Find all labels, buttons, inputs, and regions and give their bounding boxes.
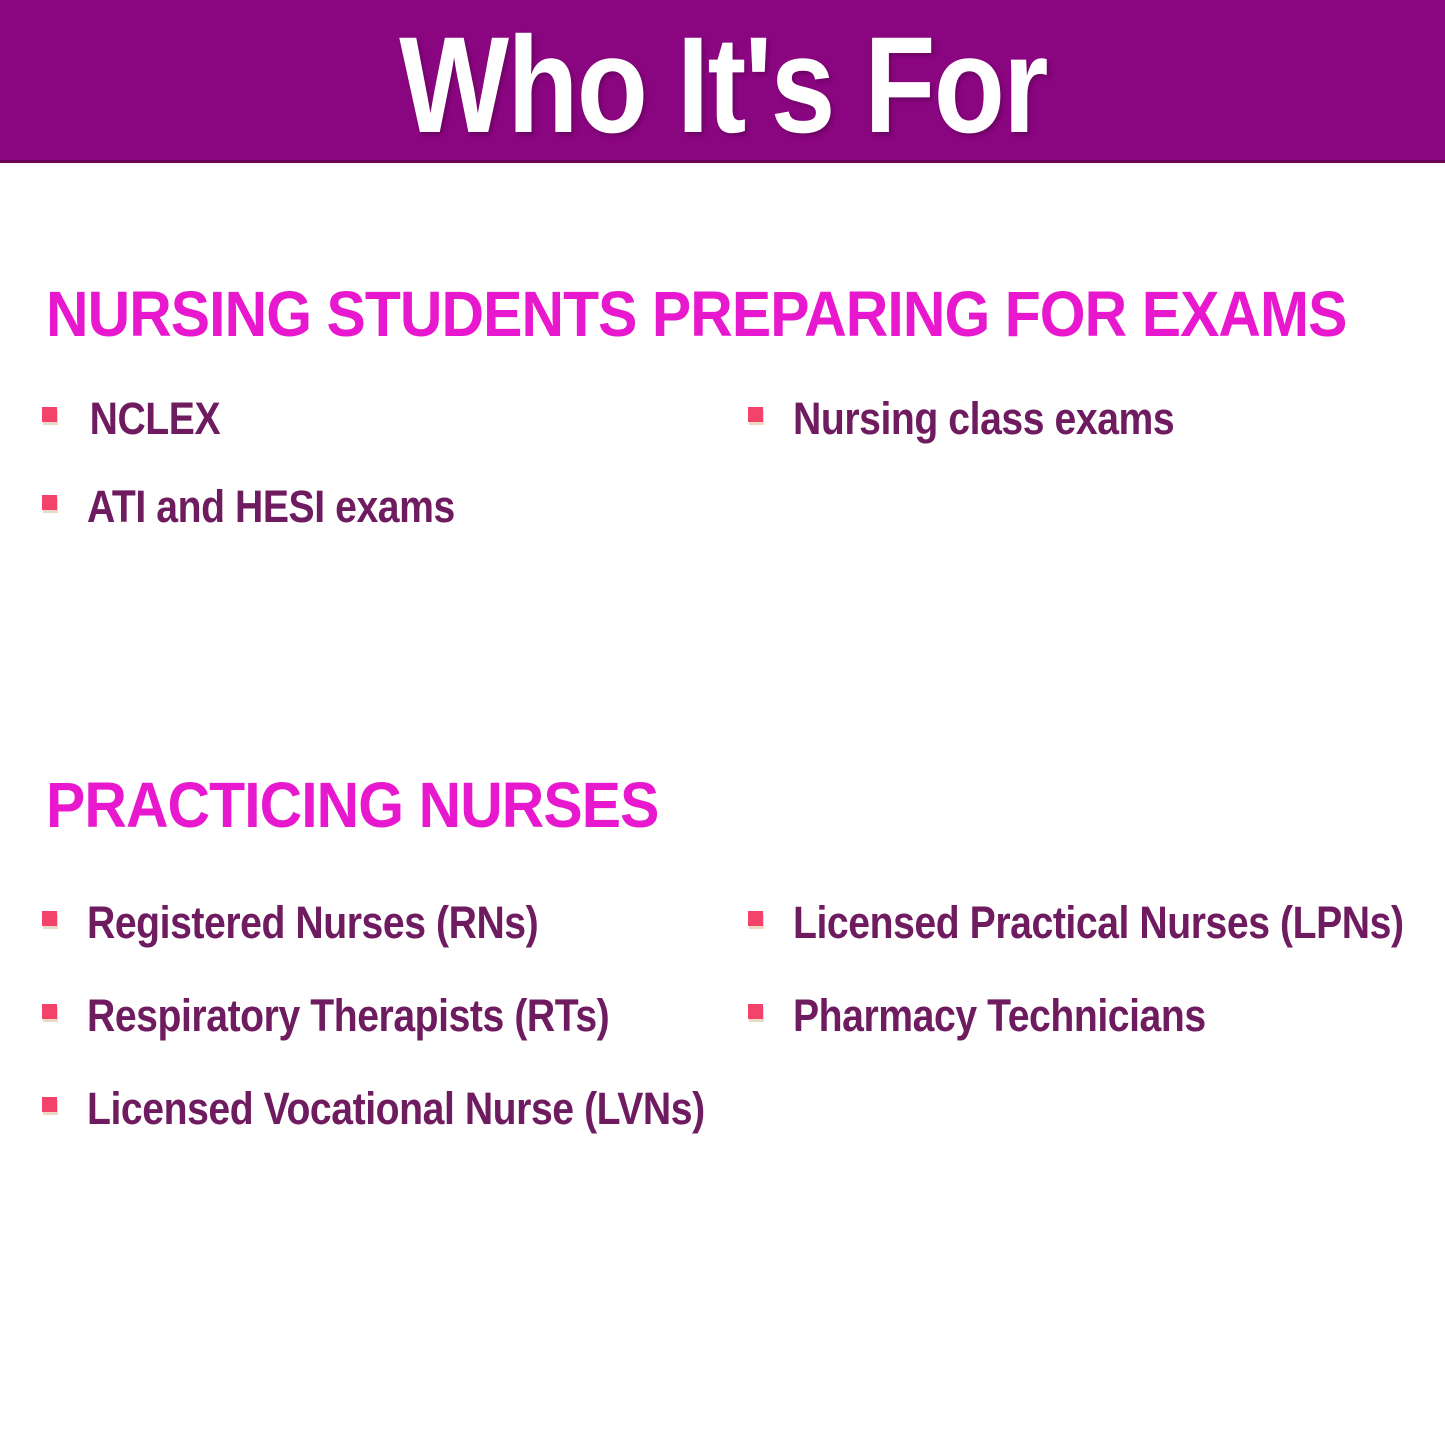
- list-item-label: Pharmacy Technicians: [793, 990, 1206, 1041]
- list-item-label: Nursing class exams: [793, 393, 1175, 444]
- list-item-licensed-practical-nurses: [748, 899, 1408, 947]
- page-title: Who It's For: [398, 8, 1047, 162]
- bullet-square-icon: [42, 911, 57, 926]
- list-item-pharmacy-technicians: [748, 992, 1408, 1040]
- bullet-square-icon: [748, 911, 763, 926]
- bullet-square-icon: [42, 1097, 57, 1112]
- section-heading-nursing-students: NURSING STUDENTS PREPARING FOR EXAMS: [46, 278, 1347, 350]
- practicing-nurses-list-right: [748, 899, 1408, 1085]
- list-item-respiratory-therapists: [42, 992, 702, 1040]
- nursing-students-list-right: [748, 395, 1408, 483]
- header-banner: [0, 0, 1445, 163]
- bullet-square-icon: [748, 407, 763, 422]
- list-item-label: NCLEX: [89, 393, 221, 444]
- list-item-label: Licensed Vocational Nurse (LVNs): [87, 1083, 705, 1134]
- list-item-registered-nurses: [42, 899, 702, 947]
- list-item-licensed-vocational-nurse: [42, 1083, 705, 1134]
- list-item-nclex: [42, 395, 702, 443]
- bullet-square-icon: [748, 1004, 763, 1019]
- list-item-label: Licensed Practical Nurses (LPNs): [793, 897, 1404, 948]
- bullet-square-icon: [42, 495, 57, 510]
- section-heading-practicing-nurses: PRACTICING NURSES: [46, 769, 659, 841]
- list-item-label: Respiratory Therapists (RTs): [87, 990, 610, 1041]
- list-item-ati-hesi: [42, 483, 702, 531]
- list-item-label: ATI and HESI exams: [87, 481, 455, 532]
- practicing-nurses-list-left: [42, 897, 705, 1178]
- list-item-label: Registered Nurses (RNs): [87, 897, 539, 948]
- bullet-square-icon: [42, 407, 57, 422]
- nursing-students-list-left: [42, 395, 702, 571]
- bullet-square-icon: [42, 1004, 57, 1019]
- list-item-nursing-class-exams: [748, 395, 1408, 443]
